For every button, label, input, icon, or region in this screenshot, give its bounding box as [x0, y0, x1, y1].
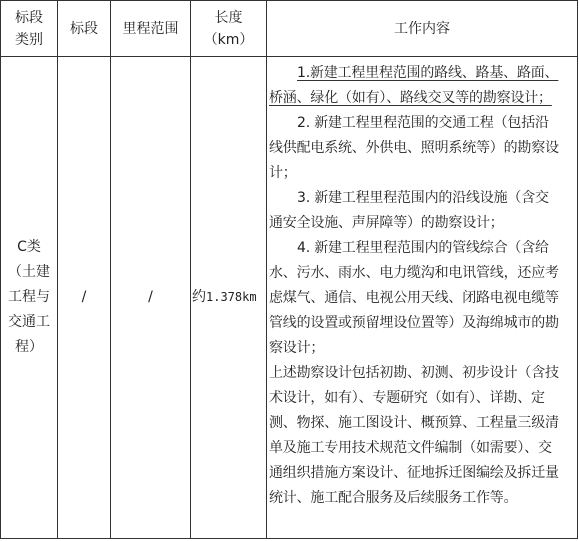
header-mileage: 里程范围 — [111, 1, 191, 57]
category-line: C类 — [17, 239, 41, 255]
work-line: 水、污水、雨水、电力缆沟和电讯管线，还应考 — [269, 265, 559, 281]
header-category: 标段 类别 — [1, 1, 58, 57]
category-line: 交通工 — [8, 314, 50, 330]
work-line: 单及施工专用技术规范文件编制（如需要）、交 — [269, 440, 552, 456]
work-line: 2. 新建工程里程范围的交通工程（包括沿 — [297, 115, 549, 131]
work-line: 统计、施工配合服务及后续服务工作等。 — [269, 490, 518, 506]
header-section: 标段 — [58, 1, 111, 57]
work-line: 桥涵、绿化（如有）、路线交叉等的勘察设计； — [269, 90, 552, 106]
header-row — [1, 1, 578, 57]
work-line: 术设计，如有）、专题研究（如有）、详勘、定 — [269, 390, 545, 406]
header-length: 长度 （km） — [191, 1, 267, 57]
work-line: 虑煤气、通信、电视公用天线、闭路电视电缆等 — [269, 290, 559, 306]
length-value: 1.378km — [206, 290, 257, 304]
work-line: 3. 新建工程里程范围内的沿线设施（含交 — [297, 190, 549, 206]
category-line: 工程与 — [8, 289, 50, 305]
category-cell — [1, 57, 58, 539]
work-line: 1.新建工程里程范围的路线、路基、路面、 — [297, 65, 559, 81]
length-cell — [191, 57, 267, 539]
work-line: 4. 新建工程里程范围内的管线综合（含给 — [297, 240, 549, 256]
work-line: 线供配电系统、外供电、照明系统等）的勘察设 — [269, 140, 559, 156]
header-work-content: 工作内容 — [267, 1, 578, 57]
work-line: 通组织措施方案设计、征地拆迁图编绘及拆迁量 — [269, 465, 559, 481]
work-line: 察设计； — [269, 340, 325, 356]
work-line: 上述勘察设计包括初勘、初测、初步设计（含技 — [269, 365, 559, 381]
work-line: 通安全设施、声屏障等）的勘察设计； — [269, 215, 504, 231]
category-line: 程） — [15, 339, 43, 355]
section-cell: / — [58, 57, 111, 539]
work-line: 测、物探、施工图设计、概预算、工程量三级清 — [269, 415, 559, 431]
work-line: 计； — [269, 165, 297, 181]
category-line: （土建 — [8, 264, 50, 280]
table-row — [1, 57, 578, 539]
work-content-cell — [267, 57, 578, 539]
work-line: 管线的设置或预留埋设位置等）及海绵城市的勘 — [269, 315, 559, 331]
mileage-cell: / — [111, 57, 191, 539]
length-prefix: 约 — [192, 289, 206, 305]
